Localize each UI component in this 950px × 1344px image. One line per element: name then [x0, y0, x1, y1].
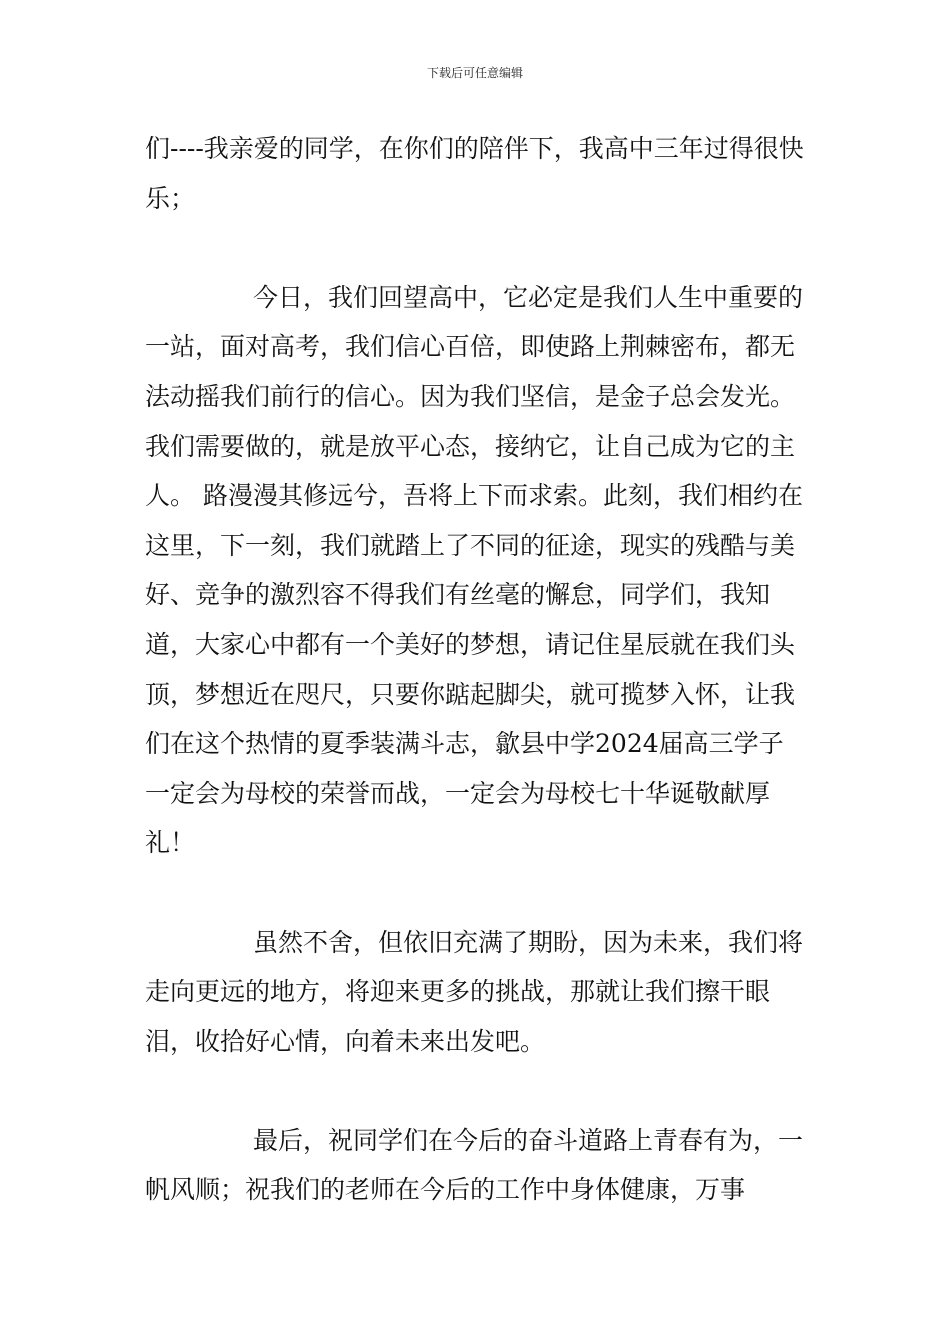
paragraph-wishes: 最后，祝同学们在今后的奋斗道路上青春有为，一帆风顺；祝我们的老师在今后的工作中身体健康，万事 [145, 1125, 804, 1205]
paragraph-gap [145, 868, 807, 918]
page-header: 下载后可任意编辑 [426, 66, 523, 80]
paragraph-continuation: 们----我亲爱的同学，在你们的陪伴下，我高中三年过得很快乐； [145, 134, 804, 213]
paragraph-reflection: 今日，我们回望高中，它必定是我们人生中重要的一站，面对高考，我们信心百倍，即使路上荆棘密布，都无法动摇我们前行的信心。因为我们坚信，是金子总会发光。我们需要做的，就是放平心态，接纳它，让自己成为它的主人。 路漫漫其修远兮，吾将上下而求索。此刻，我们相约在这里，下一刻，我们就踏上了不同的征途，现实的残酷与美好、竞争的激烈容不得我们有丝毫的懈怠，同学们，我知道，大家心中都有一个美好的梦想，请记住星辰就在我们头顶，梦想近在咫尺，只要你踮起脚尖，就可揽梦入怀，让我们在这个热情的夏季装满斗志，歙县中学2024届高三学子一定会为母校的荣誉而战，一定会为母校七十华诞敬献厚礼！ [145, 282, 804, 858]
paragraph-farewell: 虽然不舍，但依旧充满了期盼，因为未来，我们将走向更远的地方，将迎来更多的挑战，那就让我们擦干眼泪，收拾好心情，向着未来出发吧。 [145, 927, 804, 1056]
paragraph-gap [145, 1066, 807, 1116]
document-body [145, 124, 807, 1215]
paragraph-gap [145, 223, 807, 273]
